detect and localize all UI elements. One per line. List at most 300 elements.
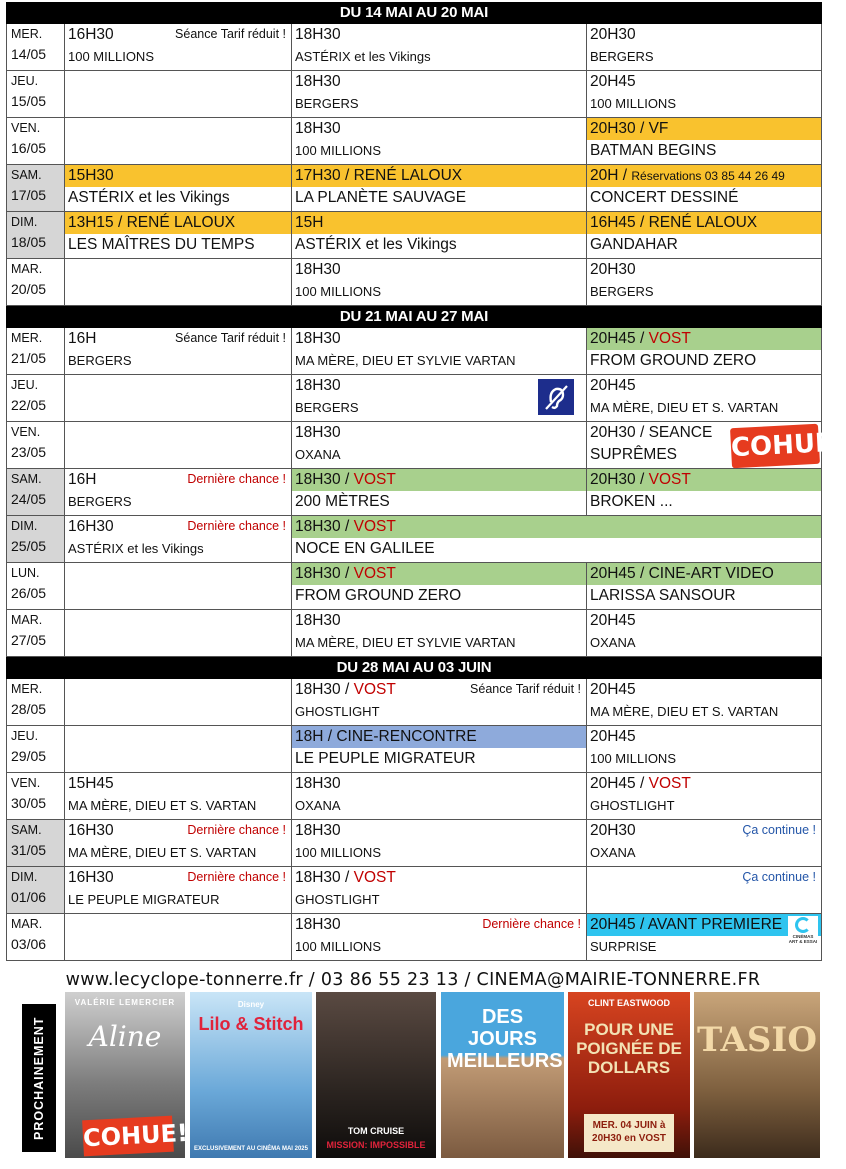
showtime <box>65 773 291 795</box>
day-row <box>6 469 822 516</box>
showtime <box>587 726 821 748</box>
showtime <box>65 259 291 281</box>
showtime-text: 18H30 / <box>295 681 350 698</box>
showtime-text: 20H30 / <box>590 471 645 488</box>
showtime <box>292 726 586 748</box>
showtime-text: 18H30 <box>295 916 341 933</box>
showtime-text: 18H30 <box>295 73 341 90</box>
film-title <box>65 632 291 653</box>
film-title: FROM GROUND ZERO <box>295 587 462 604</box>
day-row <box>6 867 822 914</box>
hearing-accessibility-icon <box>538 379 574 415</box>
day-cell <box>6 914 65 960</box>
showtime <box>65 726 291 748</box>
film-title: BROKEN ... <box>590 493 673 510</box>
showtime-text: 16H30 <box>68 518 114 535</box>
poster-lilo-stitch[interactable] <box>190 992 312 1158</box>
screening-tag: MER. 04 JUIN à 20H30 en VOST <box>584 1114 674 1152</box>
film-title <box>65 936 291 957</box>
film-title <box>587 889 821 910</box>
film-title: 200 MÈTRES <box>295 493 390 510</box>
screening-slot[interactable] <box>292 469 587 515</box>
screening-slot[interactable] <box>587 610 822 656</box>
showtime-text: 18H30 <box>295 26 341 43</box>
screening-slot[interactable] <box>292 165 587 211</box>
vost-label: VOST <box>648 330 691 347</box>
day-cell <box>6 516 65 562</box>
showtime <box>292 328 586 350</box>
contact-line: www.lecyclope-tonnerre.fr / 03 86 55 23 13 / CINEMA@MAIRIE-TONNERRE.FR <box>65 970 761 990</box>
film-title: 100 MILLIONS <box>295 845 381 860</box>
showtime-text: 20H45 <box>590 377 636 394</box>
film-title: GANDAHAR <box>590 236 678 253</box>
showtime <box>587 212 821 234</box>
day-cell <box>6 118 65 164</box>
film-title <box>65 585 291 606</box>
screening-slot <box>65 679 292 725</box>
showtime-text: 15H45 <box>68 775 114 792</box>
showtime-text: 18H30 / <box>295 869 350 886</box>
screening-slot[interactable] <box>587 469 822 515</box>
showtime-text: 16H45 / RENÉ LALOUX <box>590 214 758 231</box>
showtime <box>587 165 821 187</box>
session-note: Dernière chance ! <box>187 823 286 837</box>
showtime-text: 13H15 / RENÉ LALOUX <box>68 214 236 231</box>
screening-slot[interactable] <box>292 867 587 913</box>
screening-slot[interactable] <box>65 867 292 913</box>
film-title: ASTÉRIX et les Vikings <box>295 236 457 253</box>
showtime <box>65 212 291 234</box>
screening-slot[interactable] <box>292 773 587 819</box>
showtime <box>587 563 821 585</box>
film-title: OXANA <box>590 635 636 650</box>
showtime-text: 15H <box>295 214 324 231</box>
day-cell <box>6 328 65 374</box>
showtime-text: 16H30 <box>68 822 114 839</box>
day-name: MAR. <box>11 262 43 276</box>
vost-label: VOST <box>353 471 396 488</box>
showtime-text: 18H30 <box>295 822 341 839</box>
showtime-text: 16H30 <box>68 26 114 43</box>
showtime <box>65 375 291 397</box>
film-title: MA MÈRE, DIEU ET S. VARTAN <box>68 845 257 860</box>
screening-slot <box>65 118 292 164</box>
poster-des-jours-meilleurs[interactable] <box>441 992 564 1158</box>
screening-slot[interactable] <box>292 726 587 772</box>
showtime-text: 16H <box>68 330 97 347</box>
day-name: DIM. <box>11 870 38 884</box>
screening-slot[interactable] <box>587 212 822 258</box>
poster-aline[interactable] <box>65 992 189 1158</box>
screening-slot[interactable] <box>587 259 822 305</box>
logo-text: CINÉMAS ART & ESSAI <box>788 934 818 944</box>
day-name: VEN. <box>11 121 41 135</box>
showtime <box>587 24 821 46</box>
showtime-text: 18H30 <box>295 424 341 441</box>
session-note: Ça continue ! <box>742 823 816 837</box>
day-row <box>6 773 822 820</box>
film-title: 100 MILLIONS <box>590 751 676 766</box>
day-row <box>6 563 822 610</box>
day-date: 01/06 <box>11 889 47 905</box>
showtime-text: 20H45 <box>590 612 636 629</box>
session-note: Séance Tarif réduit ! <box>470 682 581 696</box>
film-title: MA MÈRE, DIEU ET SYLVIE VARTAN <box>295 353 516 368</box>
showtime <box>587 773 821 795</box>
film-title: SUPRÊMES <box>590 446 677 463</box>
screening-slot[interactable] <box>292 610 587 656</box>
showtime <box>587 610 821 632</box>
showtime <box>292 165 586 187</box>
screening-slot <box>65 610 292 656</box>
day-row <box>6 726 822 773</box>
film-title: LARISSA SANSOUR <box>590 587 736 604</box>
showtime-text: 18H30 <box>295 775 341 792</box>
day-cell <box>6 820 65 866</box>
screening-slot[interactable] <box>587 914 822 960</box>
day-name: SAM. <box>11 168 42 182</box>
showtime-text: 20H45 / AVANT PREMIERE <box>590 916 783 933</box>
film-title: ASTÉRIX et les Vikings <box>68 189 230 206</box>
week-header: DU 21 MAI AU 27 MAI <box>6 306 822 328</box>
day-date: 14/05 <box>11 46 47 62</box>
screening-slot[interactable] <box>65 516 292 562</box>
showtime <box>292 24 586 46</box>
screening-slot[interactable] <box>292 71 587 117</box>
cohue-badge: COHUE! <box>82 1116 174 1157</box>
screening-slot[interactable] <box>587 165 822 211</box>
day-name: VEN. <box>11 776 41 790</box>
film-title: OXANA <box>295 447 341 462</box>
screening-slot[interactable] <box>65 212 292 258</box>
upcoming-label: PROCHAINEMENT <box>22 1004 56 1152</box>
film-title: CONCERT DESSINÉ <box>590 189 739 206</box>
film-title: BERGERS <box>590 284 654 299</box>
showtime <box>65 118 291 140</box>
film-title <box>65 444 291 465</box>
screening-slot[interactable] <box>292 516 822 562</box>
day-cell <box>6 259 65 305</box>
vost-label: VOST <box>353 518 396 535</box>
screening-slot[interactable] <box>65 773 292 819</box>
film-title <box>65 281 291 302</box>
day-date: 26/05 <box>11 585 47 601</box>
day-date: 24/05 <box>11 491 47 507</box>
showtime-text: 17H30 / RENÉ LALOUX <box>295 167 463 184</box>
film-title: 100 MILLIONS <box>295 284 381 299</box>
screening-slot <box>65 914 292 960</box>
vost-label: VOST <box>648 471 691 488</box>
day-name: MER. <box>11 682 43 696</box>
showtime-text: 20H45 / <box>590 775 645 792</box>
showtime-text: 18H30 / <box>295 518 350 535</box>
poster-top-text: CLINT EASTWOOD <box>588 998 670 1008</box>
day-name: MER. <box>11 27 43 41</box>
showtime-text: 20H45 / <box>590 330 645 347</box>
week-header: DU 28 MAI AU 03 JUIN <box>6 657 822 679</box>
screening-slot[interactable] <box>587 375 822 421</box>
showtime-text: 20H30 <box>590 261 636 278</box>
showtime-text: 16H <box>68 471 97 488</box>
week-header: DU 14 MAI AU 20 MAI <box>6 2 822 24</box>
showtime <box>292 422 586 444</box>
day-row <box>6 679 822 726</box>
showtime <box>65 610 291 632</box>
vost-label: VOST <box>648 775 691 792</box>
session-note: Ça continue ! <box>742 870 816 884</box>
showtime <box>65 165 291 187</box>
film-title: MA MÈRE, DIEU ET S. VARTAN <box>590 704 779 719</box>
showtime <box>65 71 291 93</box>
reservation-phone: Réservations 03 85 44 26 49 <box>631 169 785 183</box>
poster-top-text: Disney <box>237 1000 265 1009</box>
showtime <box>292 118 586 140</box>
showtime <box>292 212 586 234</box>
day-date: 21/05 <box>11 350 47 366</box>
screening-slot[interactable] <box>587 773 822 819</box>
day-cell <box>6 71 65 117</box>
day-name: MAR. <box>11 613 43 627</box>
screening-slot[interactable] <box>65 24 292 70</box>
film-title: MA MÈRE, DIEU ET S. VARTAN <box>590 400 779 415</box>
showtime-text: 20H30 <box>590 26 636 43</box>
showtime <box>292 820 586 842</box>
session-note: Dernière chance ! <box>187 870 286 884</box>
vost-label: VOST <box>353 565 396 582</box>
day-cell <box>6 726 65 772</box>
poster-pour-une-poignee[interactable] <box>568 992 690 1158</box>
day-row <box>6 914 822 961</box>
film-title: 100 MILLIONS <box>68 49 154 64</box>
showtime-text: 18H30 / <box>295 471 350 488</box>
showtime-text: 20H30 / SEANCE <box>590 424 713 441</box>
session-note: Dernière chance ! <box>187 519 286 533</box>
film-title: BERGERS <box>68 353 132 368</box>
screening-slot[interactable] <box>292 820 587 866</box>
day-date: 17/05 <box>11 187 47 203</box>
vost-label: VOST <box>353 869 396 886</box>
day-name: JEU. <box>11 729 39 743</box>
screening-slot <box>65 422 292 468</box>
showtime <box>65 563 291 585</box>
screening-slot[interactable] <box>292 118 587 164</box>
film-title: GHOSTLIGHT <box>295 892 380 907</box>
showtime <box>292 773 586 795</box>
showtime <box>292 469 586 491</box>
showtime <box>587 71 821 93</box>
screening-slot[interactable] <box>587 726 822 772</box>
showtime <box>587 375 821 397</box>
day-row <box>6 328 822 375</box>
showtime <box>292 516 821 538</box>
day-row <box>6 165 822 212</box>
screening-slot[interactable] <box>292 914 587 960</box>
screening-slot[interactable] <box>292 563 587 609</box>
day-name: SAM. <box>11 823 42 837</box>
day-date: 03/06 <box>11 936 47 952</box>
showtime-text: 18H30 <box>295 612 341 629</box>
film-title: BERGERS <box>295 96 359 111</box>
screening-slot[interactable] <box>292 212 587 258</box>
day-row <box>6 24 822 71</box>
screening-slot[interactable] <box>292 259 587 305</box>
day-date: 27/05 <box>11 632 47 648</box>
film-title: MA MÈRE, DIEU ET SYLVIE VARTAN <box>295 635 516 650</box>
day-date: 31/05 <box>11 842 47 858</box>
film-title: LE PEUPLE MIGRATEUR <box>68 892 220 907</box>
screening-slot <box>65 259 292 305</box>
day-row <box>6 212 822 259</box>
session-note: Dernière chance ! <box>187 472 286 486</box>
session-note: Dernière chance ! <box>482 917 581 931</box>
day-date: 20/05 <box>11 281 47 297</box>
film-title: BERGERS <box>68 494 132 509</box>
film-title: LE PEUPLE MIGRATEUR <box>295 750 476 767</box>
day-name: SAM. <box>11 472 42 486</box>
showtime <box>587 328 821 350</box>
film-title: BERGERS <box>590 49 654 64</box>
film-title: BATMAN BEGINS <box>590 142 717 159</box>
showtime <box>587 118 821 140</box>
film-title <box>65 701 291 722</box>
showtime <box>587 469 821 491</box>
screening-slot <box>587 867 822 913</box>
session-note: Séance Tarif réduit ! <box>175 27 286 41</box>
day-cell <box>6 24 65 70</box>
poster-top-text: VALÉRIE LEMERCIER <box>74 998 176 1007</box>
screening-slot[interactable] <box>587 118 822 164</box>
day-row <box>6 422 846 469</box>
screening-slot[interactable] <box>587 328 822 374</box>
screening-slot <box>65 563 292 609</box>
poster-title: POUR UNE POIGNÉE DE DOLLARS <box>576 1020 682 1077</box>
day-date: 16/05 <box>11 140 47 156</box>
film-title: ASTÉRIX et les Vikings <box>68 541 204 556</box>
screening-slot[interactable] <box>65 469 292 515</box>
showtime-text: 18H30 <box>295 330 341 347</box>
screening-slot[interactable] <box>292 375 587 421</box>
day-date: 23/05 <box>11 444 47 460</box>
day-date: 22/05 <box>11 397 47 413</box>
showtime <box>292 610 586 632</box>
poster-title: Aline <box>88 1020 162 1053</box>
day-name: JEU. <box>11 74 39 88</box>
day-cell <box>6 469 65 515</box>
day-date: 25/05 <box>11 538 47 554</box>
day-row <box>6 610 822 657</box>
screening-slot[interactable] <box>587 71 822 117</box>
showtime-text: 20H45 <box>590 681 636 698</box>
day-name: MAR. <box>11 917 43 931</box>
day-cell <box>6 610 65 656</box>
day-row <box>6 259 822 306</box>
film-title: LA PLANÈTE SAUVAGE <box>295 189 467 206</box>
screening-slot[interactable] <box>292 328 587 374</box>
film-title: GHOSTLIGHT <box>295 704 380 719</box>
showtime <box>587 259 821 281</box>
showtime-text: 20H45 / CINE-ART VIDEO <box>590 565 774 582</box>
showtime <box>292 259 586 281</box>
showtime <box>292 867 586 889</box>
day-date: 29/05 <box>11 748 47 764</box>
day-cell <box>6 212 65 258</box>
showtime-text: 18H30 <box>295 377 341 394</box>
film-title: NOCE EN GALILEE <box>295 540 435 557</box>
film-title: SURPRISE <box>590 939 657 954</box>
poster-mission-impossible[interactable] <box>316 992 436 1158</box>
showtime-text: 20H45 <box>590 728 636 745</box>
film-title: GHOSTLIGHT <box>590 798 675 813</box>
film-title: MA MÈRE, DIEU ET S. VARTAN <box>68 798 257 813</box>
showtime <box>587 679 821 701</box>
day-name: DIM. <box>11 215 38 229</box>
poster-title: Lilo & Stitch <box>198 1014 304 1034</box>
screening-slot[interactable] <box>292 24 587 70</box>
showtime-text: 18H30 <box>295 120 341 137</box>
film-title <box>65 140 291 161</box>
showtime-text: 20H30 / VF <box>590 120 669 137</box>
screening-slot[interactable] <box>587 820 822 866</box>
day-cell <box>6 679 65 725</box>
film-title <box>65 748 291 769</box>
showtime <box>65 914 291 936</box>
poster-title: TASIO <box>697 1020 817 1060</box>
showtime <box>65 679 291 701</box>
showtime-text: 20H30 <box>590 822 636 839</box>
day-date: 28/05 <box>11 701 47 717</box>
poster-tasio[interactable] <box>694 992 820 1158</box>
day-name: MER. <box>11 331 43 345</box>
showtime <box>587 914 821 936</box>
screening-slot[interactable] <box>292 679 587 725</box>
screening-slot <box>65 726 292 772</box>
day-cell <box>6 422 65 468</box>
film-title: ASTÉRIX et les Vikings <box>295 49 431 64</box>
screening-slot[interactable] <box>65 820 292 866</box>
showtime <box>292 563 586 585</box>
day-date: 18/05 <box>11 234 47 250</box>
poster-title: TOM CRUISE <box>347 1126 405 1136</box>
screening-slot[interactable] <box>587 563 822 609</box>
day-cell <box>6 165 65 211</box>
screening-slot <box>65 375 292 421</box>
screening-slot <box>65 71 292 117</box>
screening-slot[interactable] <box>587 679 822 725</box>
screening-slot[interactable] <box>292 422 587 468</box>
vost-label: VOST <box>353 681 396 698</box>
schedule-grid <box>6 2 846 961</box>
film-title: OXANA <box>295 798 341 813</box>
film-title <box>65 93 291 114</box>
day-cell <box>6 867 65 913</box>
screening-slot[interactable] <box>65 328 292 374</box>
showtime-text: 20H45 <box>590 73 636 90</box>
film-title: OXANA <box>590 845 636 860</box>
showtime <box>65 422 291 444</box>
screening-slot[interactable] <box>587 24 822 70</box>
screening-slot[interactable] <box>587 422 846 468</box>
showtime-text: 16H30 <box>68 869 114 886</box>
day-row <box>6 71 822 118</box>
film-title: BERGERS <box>295 400 359 415</box>
film-title: LES MAÎTRES DU TEMPS <box>68 236 255 253</box>
showtime-text: 18H30 <box>295 261 341 278</box>
film-title: 100 MILLIONS <box>295 939 381 954</box>
screening-slot[interactable] <box>65 165 292 211</box>
day-cell <box>6 563 65 609</box>
day-name: VEN. <box>11 425 41 439</box>
art-essai-logo-icon <box>788 916 818 956</box>
